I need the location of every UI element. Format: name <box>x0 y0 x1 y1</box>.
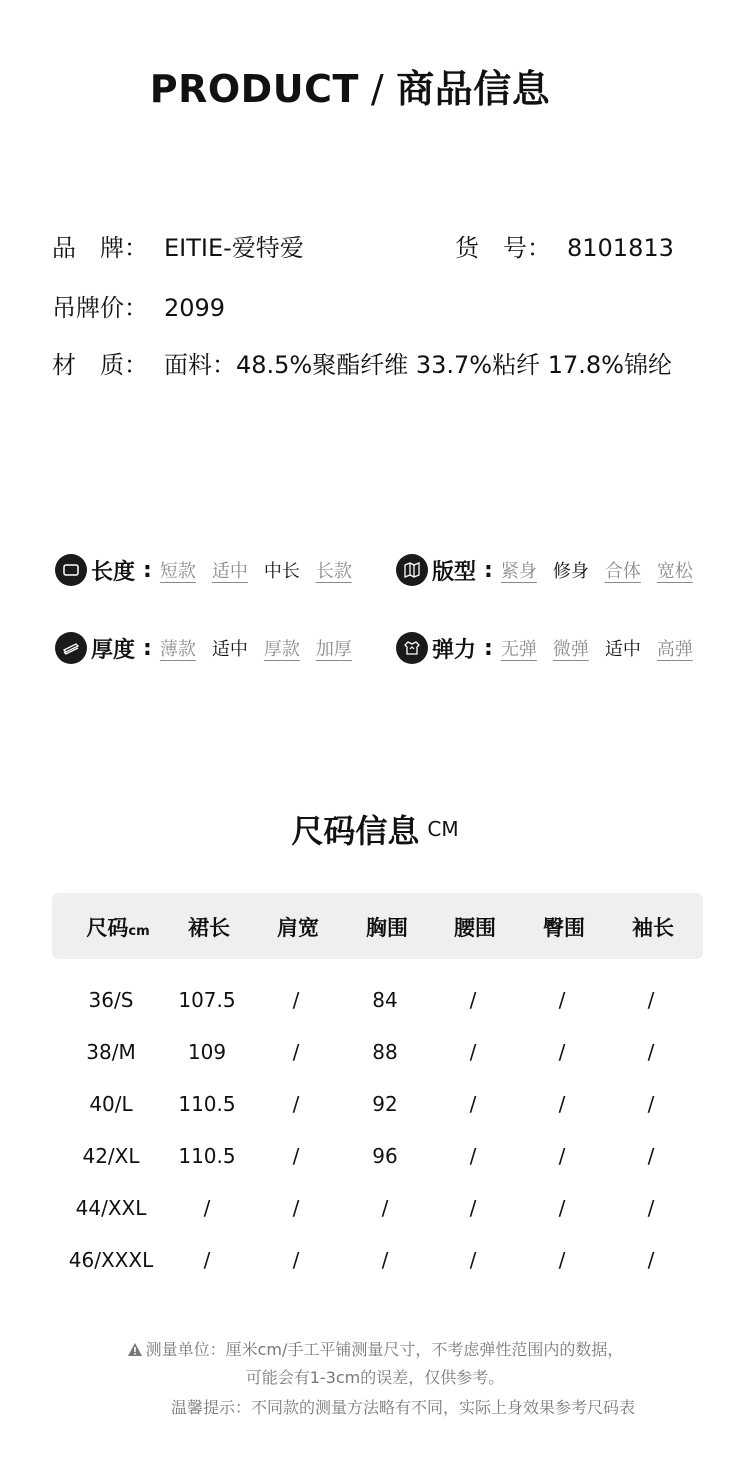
table-header: 袖长 <box>632 916 674 940</box>
table-cell: / <box>647 1144 655 1168</box>
table-cell-size: 44/XXL <box>75 1196 147 1220</box>
note-text-1: 测量单位：厘米cm/手工平铺测量尺寸，不考虑弹性范围内的数据， <box>145 1340 624 1359</box>
option-selected: 中长 <box>263 561 300 582</box>
attribute-fit: 版型 : 紧身 修身 合体 宽松 <box>396 554 693 586</box>
table-cell: 92 <box>372 1092 398 1116</box>
table-cell: / <box>381 1248 389 1272</box>
title-slash: / <box>370 67 385 111</box>
note-line-2: 可能会有1-3cm的误差，仅供参考。 <box>245 1368 505 1387</box>
table-cell: / <box>469 1248 477 1272</box>
table-header: 臀围 <box>543 916 585 940</box>
table-cell: / <box>292 1092 300 1116</box>
option-selected: 适中 <box>604 639 641 660</box>
table-cell: / <box>647 1248 655 1272</box>
table-cell: / <box>292 1196 300 1220</box>
table-cell-size: 40/L <box>89 1092 133 1116</box>
sku-row <box>455 228 674 263</box>
option-selected: 适中 <box>211 639 248 660</box>
attribute-thickness: 厚度 : 薄款 适中 厚款 加厚 <box>55 632 368 664</box>
material-value: 面料：48.5%聚酯纤维 33.7%粘纤 17.8%锦纶 <box>164 351 672 379</box>
table-cell: 84 <box>372 988 398 1012</box>
table-cell: / <box>203 1196 211 1220</box>
table-cell: 109 <box>187 1040 227 1064</box>
sku-value: 8101813 <box>567 234 674 262</box>
option: 薄款 <box>159 639 196 660</box>
note-line-1 <box>0 1337 750 1361</box>
option: 无弹 <box>500 639 537 660</box>
brand-row <box>52 228 304 263</box>
title-cn: 商品信息 <box>396 67 551 111</box>
table-cell: / <box>292 1040 300 1064</box>
table-cell-size: 42/XL <box>82 1144 140 1168</box>
table-cell: / <box>558 1040 566 1064</box>
table-cell: / <box>469 1092 477 1116</box>
option: 长款 <box>315 561 352 582</box>
attribute-name: 长度 <box>91 559 136 585</box>
option: 合体 <box>604 561 641 582</box>
length-icon <box>55 554 87 586</box>
table-cell: 96 <box>372 1144 398 1168</box>
table-cell: / <box>558 988 566 1012</box>
material-row <box>52 345 672 380</box>
option: 厚款 <box>263 639 300 660</box>
thickness-icon <box>55 632 87 664</box>
warning-icon <box>127 1342 143 1361</box>
table-cell: / <box>381 1196 389 1220</box>
header-label: 尺码 <box>86 916 129 940</box>
table-header: 胸围 <box>366 916 408 940</box>
option-selected: 修身 <box>552 561 589 582</box>
size-title-text: 尺码信息 <box>291 812 420 850</box>
attribute-name: 厚度 <box>91 637 136 663</box>
price-row <box>52 288 225 323</box>
price-value: 2099 <box>164 294 226 322</box>
table-cell: / <box>647 1040 655 1064</box>
size-title-unit: CM <box>427 817 459 841</box>
brand-value: EITIE-爱特爱 <box>164 234 304 262</box>
option: 紧身 <box>500 561 537 582</box>
option: 高弹 <box>656 639 693 660</box>
table-header: 肩宽 <box>277 916 319 940</box>
table-cell: / <box>558 1196 566 1220</box>
option: 加厚 <box>315 639 352 660</box>
table-cell: / <box>292 1248 300 1272</box>
fit-icon <box>396 554 428 586</box>
header-unit: cm <box>128 924 150 939</box>
table-cell: 107.5 <box>178 988 236 1012</box>
option: 适中 <box>211 561 248 582</box>
table-header: 裙长 <box>188 916 230 940</box>
table-cell: / <box>469 1144 477 1168</box>
size-section-title <box>0 806 750 852</box>
table-cell: / <box>292 988 300 1012</box>
table-cell: 110.5 <box>178 1144 236 1168</box>
attribute-length: 长度 : 短款 适中 中长 长款 <box>55 554 368 586</box>
option: 微弹 <box>552 639 589 660</box>
table-cell: / <box>558 1144 566 1168</box>
table-header-size <box>73 912 163 942</box>
table-cell-size: 36/S <box>88 988 134 1012</box>
material-label: 材 质： <box>52 351 148 379</box>
table-cell-size: 46/XXXL <box>68 1248 154 1272</box>
attribute-name: 弹力 <box>432 637 477 663</box>
table-cell: / <box>647 1196 655 1220</box>
elasticity-icon <box>396 632 428 664</box>
table-cell: / <box>558 1092 566 1116</box>
table-cell-size: 38/M <box>86 1040 136 1064</box>
table-cell: / <box>469 1040 477 1064</box>
table-cell: / <box>469 1196 477 1220</box>
table-cell: / <box>647 1092 655 1116</box>
option: 宽松 <box>656 561 693 582</box>
table-cell: / <box>292 1144 300 1168</box>
option: 短款 <box>159 561 196 582</box>
brand-label: 品 牌： <box>52 234 148 262</box>
table-header: 腰围 <box>454 916 496 940</box>
page-title <box>0 58 700 113</box>
attribute-elasticity: 弹力 : 无弹 微弹 适中 高弹 <box>396 632 693 664</box>
sku-label: 货 号： <box>455 234 551 262</box>
table-cell: / <box>647 988 655 1012</box>
table-cell: 110.5 <box>178 1092 236 1116</box>
table-cell: / <box>203 1248 211 1272</box>
table-cell: / <box>469 988 477 1012</box>
attribute-name: 版型 <box>432 559 477 585</box>
note-line-3: 温馨提示：不同款的测量方法略有不同，实际上身效果参考尺码表 <box>170 1398 635 1417</box>
price-label: 吊牌价： <box>52 294 148 322</box>
table-cell: / <box>558 1248 566 1272</box>
table-cell: 88 <box>372 1040 398 1064</box>
title-en: PRODUCT <box>149 67 359 111</box>
